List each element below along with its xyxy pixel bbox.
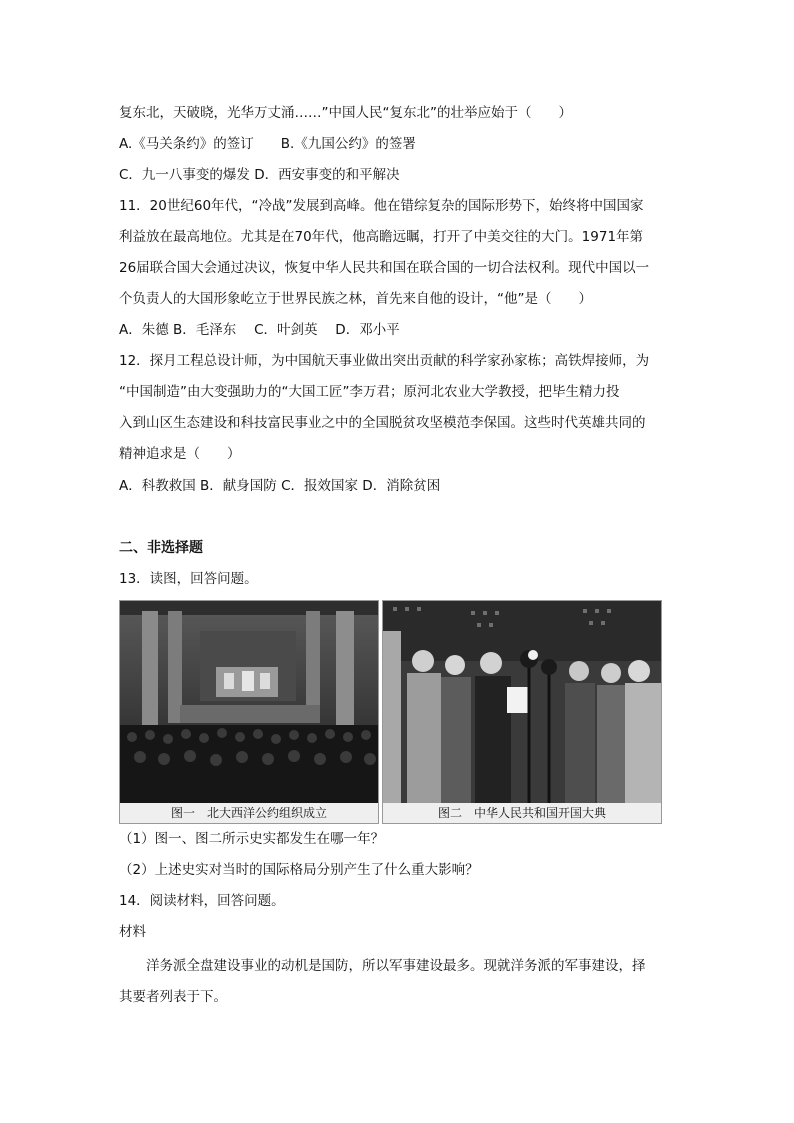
hall-photo-illustration [120, 601, 378, 803]
figure-1 [119, 600, 379, 824]
q14-material-label: 材料 [119, 924, 146, 940]
figure-2-caption: 图二 中华人民共和国开国大典 [383, 803, 661, 823]
q13-stem: 13．读图，回答问题。 [119, 571, 258, 587]
founding-ceremony-photo [383, 601, 661, 803]
q11-options: A．朱德 B．毛泽东 C．叶剑英 D．邓小平 [119, 322, 400, 338]
q12-options: A．科教救国 B．献身国防 C．报效国家 D．消除贫困 [119, 478, 441, 494]
q11-stem-line-4: 个负责人的大国形象屹立于世界民族之林，首先来自他的设计，“他”是（ ） [119, 291, 592, 307]
q13-sub-question-1: （1）图一、图二所示史实都发生在哪一年？ [119, 831, 385, 847]
q12-stem-line-4: 精神追求是（ ） [119, 446, 241, 462]
q14-stem: 14．阅读材料，回答问题。 [119, 893, 285, 909]
q10-stem-line: 复东北，天破晓，光华万丈涌……”中国人民“复东北”的壮举应始于（ ） [119, 105, 572, 121]
q13-sub-question-2: （2）上述史实对当时的国际格局分别产生了什么重大影响？ [119, 862, 479, 878]
figure-1-caption: 图一 北大西洋公约组织成立 [120, 803, 378, 823]
q11-stem-line-2: 利益放在最高地位。尤其是在70年代，他高瞻远瞩，打开了中美交往的大门。1971年第 [119, 229, 644, 245]
q12-stem-line-1: 12．探月工程总设计师，为中国航天事业做出突出贡献的科学家孙家栋；高铁焊接师，为 [119, 353, 650, 369]
q11-stem-line-1: 11．20世纪60年代，“冷战”发展到高峰。他在错综复杂的国际形势下，始终将中国国家 [119, 198, 644, 214]
q10-options-cd: C．九一八事变的爆发 D．西安事变的和平解决 [119, 167, 400, 183]
q14-material-line-1: 洋务派全盘建设事业的动机是国防，所以军事建设最多。现就洋务派的军事建设，择 [146, 958, 646, 974]
q12-stem-line-2: “中国制造”由大变强助力的“大国工匠”李万君；原河北农业大学教授，把毕生精力投 [119, 384, 620, 400]
q11-stem-line-3: 26届联合国大会通过决议，恢复中华人民共和国在联合国的一切合法权利。现代中国以一 [119, 260, 650, 276]
figure-2 [382, 600, 662, 824]
q10-options-ab: A.《马关条约》的签订 B.《九国公约》的签署 [119, 136, 416, 152]
q12-stem-line-3: 入到山区生态建设和科技富民事业之中的全国脱贫攻坚模范李保国。这些时代英雄共同的 [119, 415, 646, 431]
nato-founding-photo [120, 601, 378, 803]
section-title: 二、非选择题 [119, 540, 203, 556]
q14-material-line-2: 其要者列表于下。 [119, 989, 227, 1005]
ceremony-photo-illustration [383, 601, 661, 803]
